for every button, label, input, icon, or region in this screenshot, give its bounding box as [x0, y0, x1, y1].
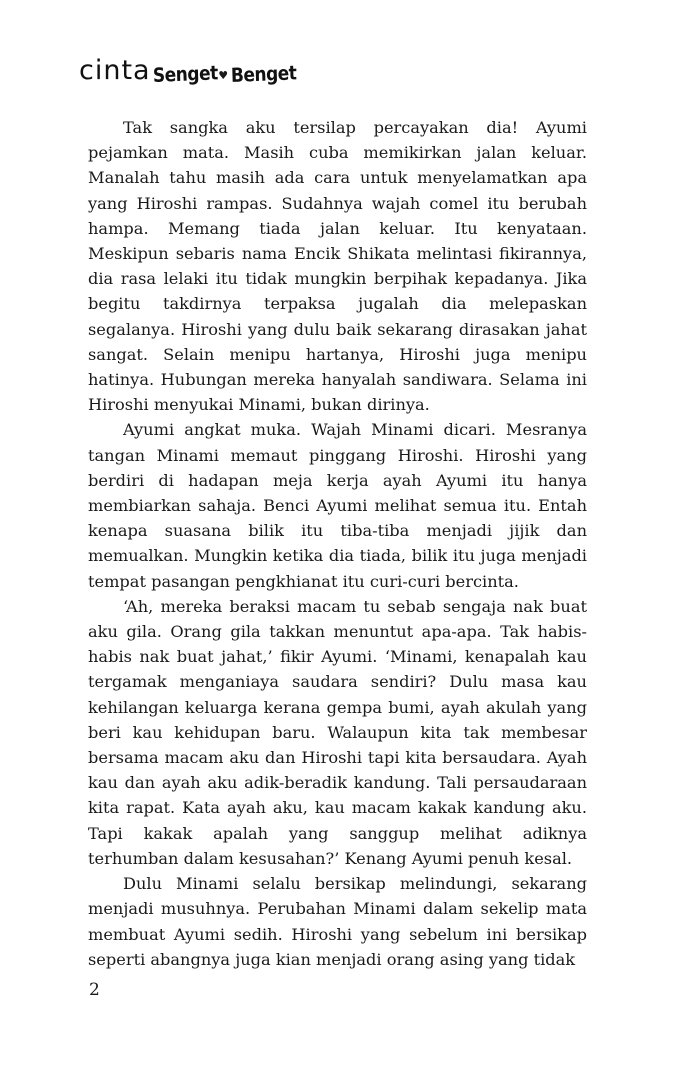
paragraph: Dulu Minami selalu bersikap melindungi, sekarang menjadi musuhnya. Perubahan Minami dalam sekelip mata membuat Ayumi sedih. Hiroshi yang sebelum ini bersikap seperti abangnya juga kian menjadi orang asing yang tidak: [88, 874, 587, 969]
body-text: [88, 115, 587, 972]
header-logo-word2: Benget: [230, 62, 297, 88]
paragraph: ‘Ah, mereka beraksi macam tu sebab sengaja nak buat aku gila. Orang gila takkan menuntut apa-apa. Tak habis-habis nak buat jahat,’ fikir Ayumi. ‘Minami, kenapalah kau tergamak menganiaya saudara sendiri? Dulu masa kau kehilangan keluarga kerana gempa bumi, ayah akulah yang beri kau kehidupan baru. Walaupun kita tak membesar bersama macam aku dan Hiroshi tapi kita bersaudara. Ayah kau dan ayah aku adik-beradik kandung. Tali persaudaraan kita rapat. Kata ayah aku, kau macam kakak kandung aku. Tapi kakak apalah yang sanggup melihat adiknya terhumban dalam kesusahan?’ Kenang Ayumi penuh kesal.: [88, 596, 587, 868]
paragraph: Ayumi angkat muka. Wajah Minami dicari. Mesranya tangan Minami memaut pinggang Hiroshi. Hiroshi yang berdiri di hadapan meja kerja ayah Ayumi itu hanya membiarkan sahaja. Benci Ayumi melihat semua itu. Entah kenapa suasana bilik itu tiba-tiba menjadi jijik dan memualkan. Mungkin ketika dia tiada, bilik itu juga menjadi tempat pasangan pengkhianat itu curi-curi bercinta.: [88, 420, 587, 591]
header-logo-word1: Senget: [152, 62, 218, 88]
running-header: [79, 50, 297, 88]
heart-icon: ♥: [218, 69, 229, 82]
header-logo-script: cinta: [79, 55, 151, 86]
paragraph: Tak sangka aku tersilap percayakan dia! Ayumi pejamkan mata. Masih cuba memikirkan jalan keluar. Manalah tahu masih ada cara untuk menyelamatkan apa yang Hiroshi rampas. Sudahnya wajah comel itu berubah hampa. Memang tiada jalan keluar. Itu kenyataan. Meskipun sebaris nama Encik Shikata melintasi fikirannya, dia rasa lelaki itu tidak mungkin berpihak kepadanya. Jika begitu takdirnya terpaksa jugalah dia melepaskan segalanya. Hiroshi yang dulu baik sekarang dirasakan jahat sangat. Selain menipu hartanya, Hiroshi juga menipu hatinya. Hubungan mereka hanyalah sandiwara. Selama ini Hiroshi menyukai Minami, bukan dirinya.: [88, 118, 587, 415]
page-number: 2: [89, 980, 100, 1000]
